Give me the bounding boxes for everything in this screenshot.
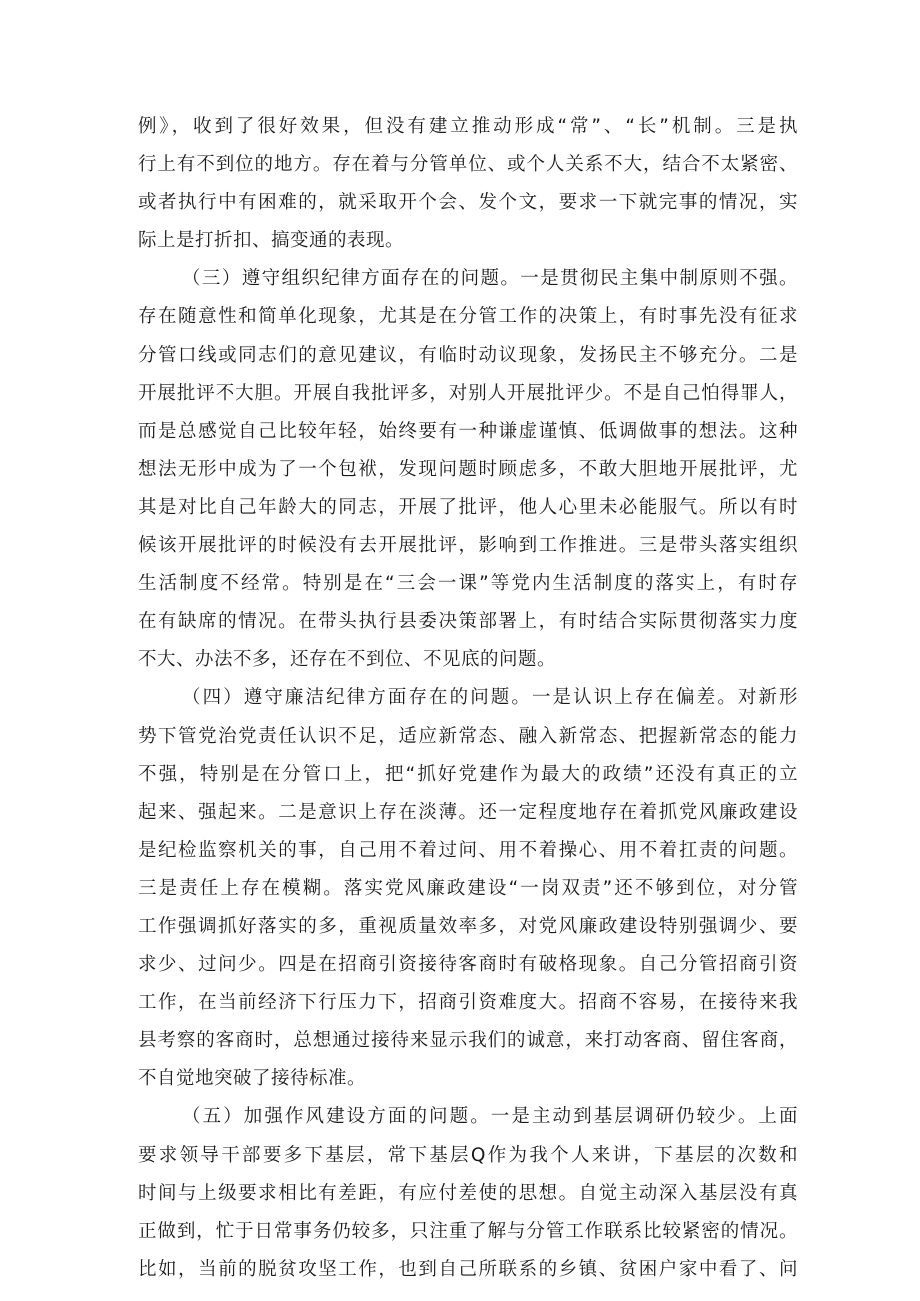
text-line: 行上有不到位的地方。存在着与分管单位、或个人关系不大，结合不太紧密、	[138, 154, 798, 176]
text-line: 开展批评不大胆。开展自我批评多，对别人开展批评少。不是自己怕得罪人，	[138, 382, 798, 404]
text-line: 不强，特别是在分管口上，把“抓好党建作为最大的政绩”还没有真正的立	[138, 763, 798, 785]
text-line: 要求领导干部要多下基层，常下基层Q作为我个人来讲，下基层的次数和	[138, 1144, 798, 1166]
text-line: 而是总感觉自己比较年轻，始终要有一种谦虚谨慎、低调做事的想法。这种	[138, 420, 798, 442]
text-line: 县考察的客商时，总想通过接待来显示我们的诚意，来打动客商、留住客商，	[138, 1030, 798, 1052]
text-line: 分管口线或同志们的意见建议，有临时动议现象，发扬民主不够充分。二是	[138, 344, 798, 366]
text-line: 不大、办法不多，还存在不到位、不见底的问题。	[138, 649, 557, 671]
text-line: 比如，当前的脱贫攻坚工作，也到自己所联系的乡镇、贫困户家中看了、问	[138, 1258, 798, 1280]
text-line: 想法无形中成为了一个包袱，发现问题时顾虑多，不敢大胆地开展批评，尤	[138, 458, 798, 480]
document-body	[138, 108, 798, 1289]
text-line: 其是对比自己年龄大的同志，开展了批评，他人心里未必能服气。所以有时	[138, 496, 798, 518]
text-line: （五）加强作风建设方面的问题。一是主动到基层调研仍较少。上面	[182, 1106, 798, 1128]
text-line: 或者执行中有困难的，就采取开个会、发个文，要求一下就完事的情况，实	[138, 192, 798, 214]
text-line: （四）遵守廉洁纪律方面存在的问题。一是认识上存在偏差。对新形	[182, 687, 798, 709]
text-line: 时间与上级要求相比有差距，有应付差使的思想。自觉主动深入基层没有真	[138, 1182, 798, 1204]
text-line: （三）遵守组织纪律方面存在的问题。一是贯彻民主集中制原则不强。	[182, 268, 798, 290]
text-line: 是纪检监察机关的事，自己用不着过问、用不着操心、用不着扛责的问题。	[138, 839, 798, 861]
text-line: 不自觉地突破了接待标准。	[138, 1068, 367, 1090]
text-line: 起来、强起来。二是意识上存在淡薄。还一定程度地存在着抓党风廉政建设	[138, 801, 798, 823]
text-line: 在有缺席的情况。在带头执行县委决策部署上，有时结合实际贯彻落实力度	[138, 611, 798, 633]
text-line: 工作，在当前经济下行压力下，招商引资难度大。招商不容易，在接待来我	[138, 992, 798, 1014]
text-line: 三是责任上存在模糊。落实党风廉政建设“一岗双责”还不够到位，对分管	[138, 877, 798, 899]
text-line: 际上是打折扣、搞变通的表现。	[138, 230, 405, 252]
text-line: 正做到，忙于日常事务仍较多，只注重了解与分管工作联系比较紧密的情况。	[138, 1220, 798, 1242]
text-line: 例》，收到了很好效果，但没有建立推动形成“常”、“长”机制。三是执	[138, 116, 798, 137]
text-line: 生活制度不经常。特别是在“三会一课”等党内生活制度的落实上，有时存	[138, 573, 798, 595]
text-line: 求少、过问少。四是在招商引资接待客商时有破格现象。自己分管招商引资	[138, 954, 798, 976]
text-line: 工作强调抓好落实的多，重视质量效率多，对党风廉政建设特别强调少、要	[138, 915, 798, 937]
text-line: 势下管党治党责任认识不足，适应新常态、融入新常态、把握新常态的能力	[138, 725, 798, 747]
text-line: 存在随意性和简单化现象，尤其是在分管工作的决策上，有时事先没有征求	[138, 306, 798, 328]
text-line: 候该开展批评的时候没有去开展批评，影响到工作推进。三是带头落实组织	[138, 535, 798, 557]
